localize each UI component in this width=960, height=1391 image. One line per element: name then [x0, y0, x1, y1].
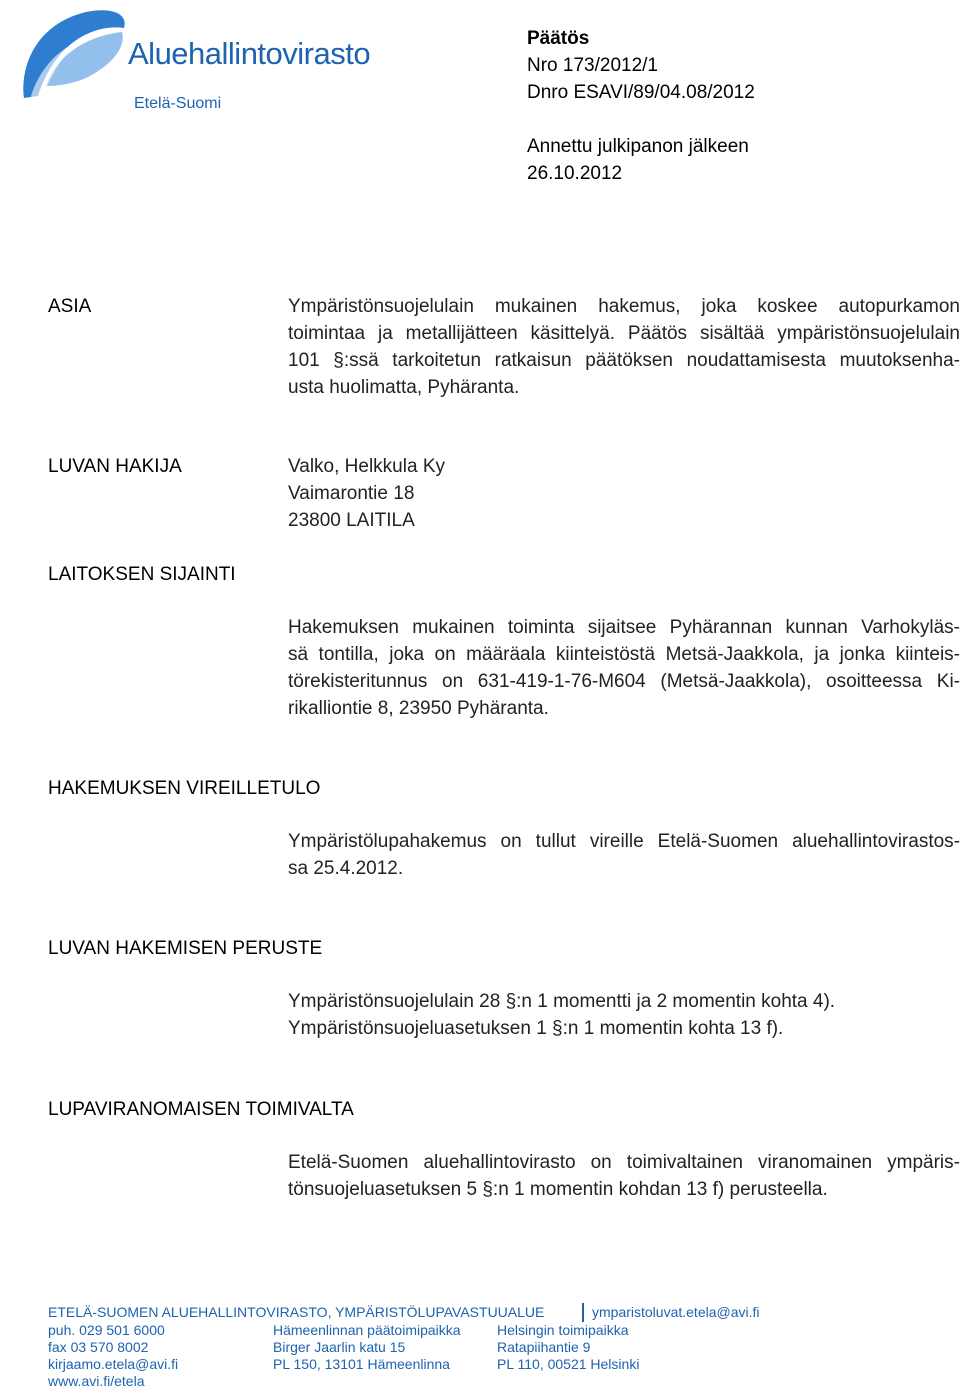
- published-date: 26.10.2012: [527, 163, 623, 184]
- section-label-asia: ASIA: [48, 296, 92, 317]
- text-line: Ympäristönsuojelulain 28 §:n 1 momentti ja 2 momentin kohta 4).: [288, 991, 836, 1012]
- text-line: sä tontilla, joka on määräala kiinteistöstä Metsä-Jaakkola, ja jonka kiinteis-: [288, 644, 960, 665]
- footer-title: ETELÄ-SUOMEN ALUEHALLINTOVIRASTO, YMPÄRISTÖLUPAVASTUUALUE: [48, 1304, 545, 1320]
- text-line: rikalliontie 8, 23950 Pyhäranta.: [288, 698, 549, 719]
- text-line: toimintaa ja metallijätteen käsittelyä. Päätös sisältää ympäristönsuojelulain: [288, 323, 960, 344]
- section-body-location: [288, 614, 960, 722]
- section-label-jurisdiction: LUPAVIRANOMAISEN TOIMIVALTA: [48, 1099, 354, 1120]
- footer-divider: [582, 1303, 584, 1322]
- avi-sail-logo-icon: [16, 6, 136, 106]
- section-body-applicant: [288, 453, 960, 534]
- document-type: Päätös: [527, 28, 590, 49]
- footer-website-link[interactable]: www.avi.fi/etela: [48, 1373, 145, 1389]
- text-line: Valko, Helkkula Ky: [288, 456, 445, 477]
- text-line: Ympäristönsuojeluasetuksen 1 §:n 1 momentin kohta 13 f).: [288, 1018, 784, 1039]
- section-body-jurisdiction: [288, 1149, 960, 1203]
- section-label-location: LAITOKSEN SIJAINTI: [48, 564, 236, 585]
- diary-number: Dnro ESAVI/89/04.08/2012: [527, 82, 755, 103]
- published-label: Annettu julkipanon jälkeen: [527, 136, 749, 157]
- footer-main-office: Hämeenlinnan päätoimipaikka: [273, 1322, 461, 1338]
- text-line: Ympäristölupahakemus on tullut vireille Etelä-Suomen aluehallintovirastos-: [288, 831, 960, 852]
- footer-helsinki-office-street: Ratapiihantie 9: [497, 1339, 591, 1355]
- footer-main-office-postal: PL 150, 13101 Hämeenlinna: [273, 1356, 450, 1372]
- section-label-basis: LUVAN HAKEMISEN PERUSTE: [48, 938, 323, 959]
- footer-helsinki-office: Helsingin toimipaikka: [497, 1322, 629, 1338]
- section-body-asia: [288, 293, 960, 401]
- footer-registry-email-link[interactable]: kirjaamo.etela@avi.fi: [48, 1356, 179, 1372]
- text-line: Vaimarontie 18: [288, 483, 415, 504]
- footer-email-link[interactable]: ymparistoluvat.etela@avi.fi: [592, 1304, 760, 1320]
- section-body-basis: [288, 988, 960, 1042]
- text-line: usta huolimatta, Pyhäranta.: [288, 377, 520, 398]
- text-line: 101 §:ssä tarkoitetun ratkaisun päätöksen noudattamisesta muutoksenha-: [288, 350, 960, 371]
- footer-main-office-street: Birger Jaarlin katu 15: [273, 1339, 406, 1355]
- text-line: sa 25.4.2012.: [288, 858, 404, 879]
- text-line: Hakemuksen mukainen toiminta sijaitsee Pyhärannan kunnan Varhokyläs-: [288, 617, 960, 638]
- section-body-filing: [288, 828, 960, 882]
- text-line: 23800 LAITILA: [288, 510, 415, 531]
- section-label-applicant: LUVAN HAKIJA: [48, 456, 182, 477]
- decision-number: Nro 173/2012/1: [527, 55, 658, 76]
- footer-phone: puh. 029 501 6000: [48, 1322, 165, 1338]
- text-line: Ympäristönsuojelulain mukainen hakemus, joka koskee autopurkamon: [288, 296, 960, 317]
- section-label-filing: HAKEMUKSEN VIREILLETULO: [48, 778, 321, 799]
- text-line: Etelä-Suomen aluehallintovirasto on toimivaltainen viranomainen ympäris-: [288, 1152, 960, 1173]
- footer-fax: fax 03 570 8002: [48, 1339, 149, 1355]
- agency-region: Etelä-Suomi: [134, 95, 222, 112]
- footer-helsinki-office-postal: PL 110, 00521 Helsinki: [497, 1356, 640, 1372]
- text-line: tönsuojeluasetuksen 5 §:n 1 momentin kohdan 13 f) perusteella.: [288, 1179, 828, 1200]
- text-line: törekisteritunnus on 631-419-1-76-M604 (Metsä-Jaakkola), osoitteessa Ki-: [288, 671, 960, 692]
- agency-name: Aluehallintovirasto: [128, 36, 371, 71]
